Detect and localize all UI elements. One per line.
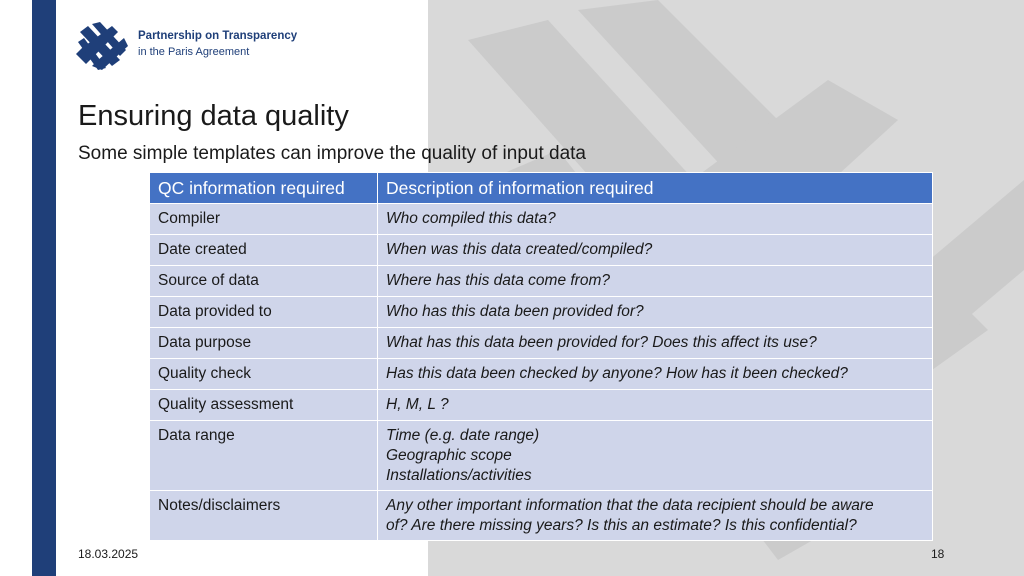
- column-header-description: Description of information required: [378, 173, 933, 204]
- globe-logo-icon: [74, 20, 130, 72]
- logo: [74, 20, 314, 72]
- slide-subtitle: Some simple templates can improve the quality of input data: [78, 143, 586, 164]
- footer-date: 18.03.2025: [78, 547, 139, 561]
- row-label: Notes/disclaimers: [150, 491, 378, 541]
- row-label: Data provided to: [150, 297, 378, 328]
- table-row: [150, 235, 933, 266]
- page-number: 18: [931, 547, 945, 561]
- table-row: [150, 266, 933, 297]
- row-description: What has this data been provided for? Does this affect its use?: [378, 328, 933, 359]
- description-line: Geographic scope: [386, 447, 512, 464]
- row-label: Quality check: [150, 359, 378, 390]
- table-row: [150, 390, 933, 421]
- logo-title: Partnership on Transparency: [138, 30, 298, 42]
- row-label: Data purpose: [150, 328, 378, 359]
- row-description: Who compiled this data?: [378, 204, 933, 235]
- description-line: Time (e.g. date range): [386, 427, 540, 444]
- row-description: [378, 491, 933, 541]
- logo-subtitle: in the Paris Agreement: [138, 46, 250, 58]
- description-line: Any other important information that the data recipient should be aware: [386, 497, 874, 514]
- row-label: Quality assessment: [150, 390, 378, 421]
- row-description: Who has this data been provided for?: [378, 297, 933, 328]
- table-header-row: [150, 173, 933, 204]
- slide-title: Ensuring data quality: [78, 100, 349, 132]
- qc-table: [149, 172, 933, 541]
- table-row: [150, 491, 933, 541]
- description-line: of? Are there missing years? Is this an estimate? Is this confidential?: [386, 517, 857, 534]
- table-row: [150, 297, 933, 328]
- row-label: Source of data: [150, 266, 378, 297]
- row-description: H, M, L ?: [378, 390, 933, 421]
- row-label: Compiler: [150, 204, 378, 235]
- description-line: Installations/activities: [386, 467, 532, 484]
- table-row: [150, 204, 933, 235]
- table-row: [150, 359, 933, 390]
- table-row: [150, 421, 933, 491]
- column-header-qc-info: QC information required: [150, 173, 378, 204]
- row-description: Where has this data come from?: [378, 266, 933, 297]
- row-label: Data range: [150, 421, 378, 491]
- row-description: Has this data been checked by anyone? How has it been checked?: [378, 359, 933, 390]
- left-accent-bar: [32, 0, 56, 576]
- row-description: [378, 421, 933, 491]
- table-row: [150, 328, 933, 359]
- row-description: When was this data created/compiled?: [378, 235, 933, 266]
- row-label: Date created: [150, 235, 378, 266]
